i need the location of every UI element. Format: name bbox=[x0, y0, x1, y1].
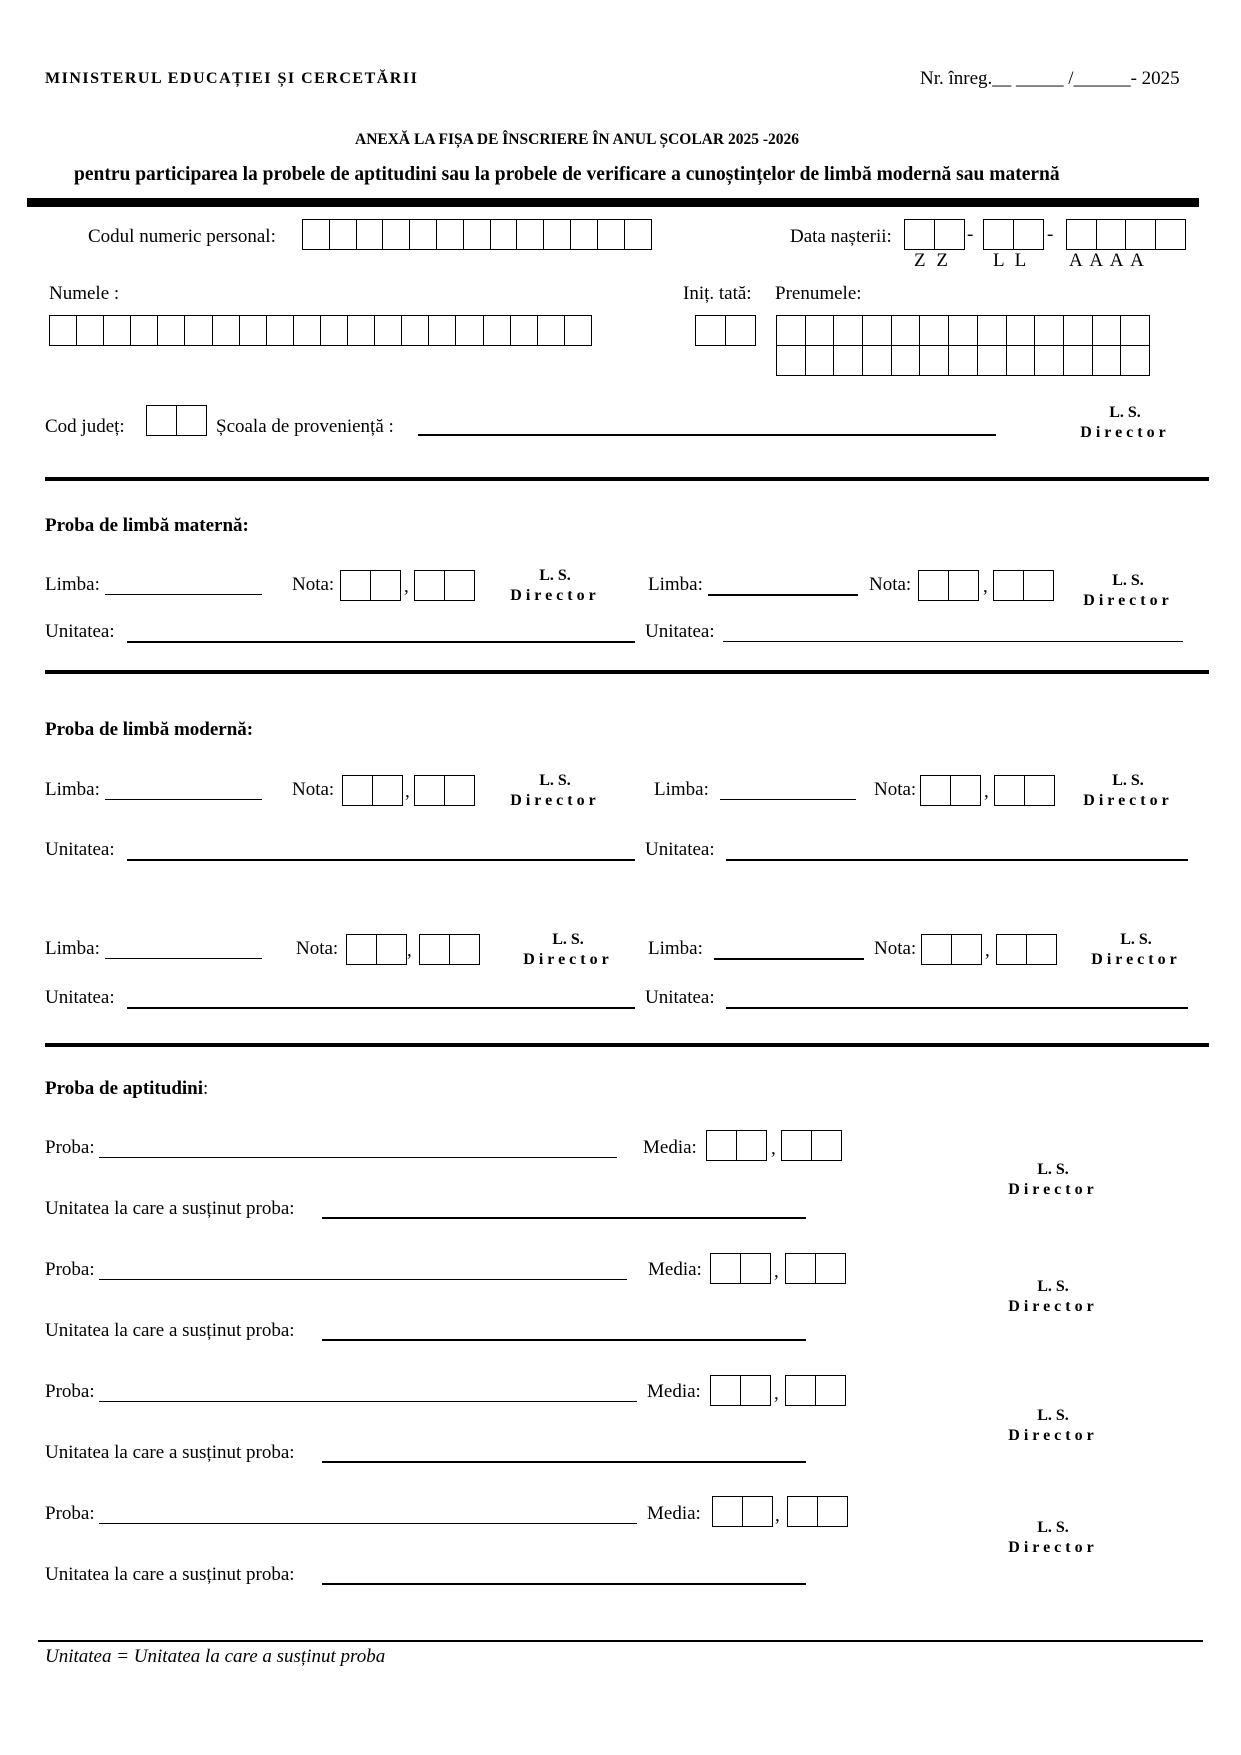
grade-box[interactable] bbox=[414, 570, 445, 601]
grade-label: Nota: bbox=[869, 574, 912, 595]
cnp-digit-box[interactable] bbox=[570, 219, 598, 250]
first-name-char-box[interactable] bbox=[1120, 315, 1150, 346]
language-field[interactable] bbox=[105, 958, 262, 959]
unit-field[interactable] bbox=[322, 1339, 806, 1341]
aptitude-title-colon: : bbox=[203, 1078, 209, 1099]
first-name-char-box[interactable] bbox=[1006, 315, 1036, 346]
date-separator: - bbox=[967, 224, 974, 245]
decimal-comma: , bbox=[771, 1138, 776, 1159]
school-field[interactable] bbox=[418, 434, 996, 436]
decimal-comma: , bbox=[985, 940, 990, 961]
unit-field[interactable] bbox=[723, 641, 1183, 642]
average-box[interactable] bbox=[712, 1496, 743, 1527]
cnp-digit-box[interactable] bbox=[624, 219, 652, 250]
cnp-digit-box[interactable] bbox=[302, 219, 330, 250]
average-box[interactable] bbox=[742, 1496, 773, 1527]
average-box[interactable] bbox=[736, 1130, 767, 1161]
language-field[interactable] bbox=[720, 799, 856, 800]
grade-box[interactable] bbox=[1023, 570, 1054, 601]
stamp-director bbox=[1081, 930, 1191, 970]
grade-box[interactable] bbox=[994, 775, 1025, 806]
test-label: Proba: bbox=[45, 1503, 95, 1524]
grade-integer-boxes[interactable] bbox=[342, 775, 403, 806]
grade-label: Nota: bbox=[292, 779, 335, 800]
average-box[interactable] bbox=[815, 1253, 846, 1284]
director-label: Director bbox=[1080, 424, 1170, 441]
section-divider bbox=[45, 477, 1209, 481]
average-box[interactable] bbox=[706, 1130, 737, 1161]
grade-decimal-boxes[interactable] bbox=[414, 775, 475, 806]
first-name-char-box[interactable] bbox=[977, 345, 1007, 376]
first-name-char-box[interactable] bbox=[862, 315, 892, 346]
average-integer-boxes[interactable] bbox=[710, 1253, 771, 1284]
grade-integer-boxes[interactable] bbox=[346, 934, 407, 965]
grade-integer-boxes[interactable] bbox=[921, 934, 982, 965]
director-label: Director bbox=[1008, 1539, 1098, 1556]
decimal-comma: , bbox=[983, 576, 988, 597]
birth-year-box[interactable] bbox=[1096, 219, 1127, 250]
birth-month-box[interactable] bbox=[1013, 219, 1044, 250]
last-name-char-box[interactable] bbox=[428, 315, 457, 346]
day-format-hint: Z Z bbox=[914, 250, 948, 271]
first-name-char-box[interactable] bbox=[1092, 315, 1122, 346]
average-box[interactable] bbox=[815, 1375, 846, 1406]
unit-field[interactable] bbox=[322, 1217, 806, 1219]
father-initial-boxes[interactable] bbox=[695, 315, 756, 346]
average-label: Media: bbox=[648, 1259, 702, 1280]
director-label: Director bbox=[510, 587, 600, 604]
unit-field[interactable] bbox=[322, 1583, 806, 1585]
last-name-char-box[interactable] bbox=[266, 315, 295, 346]
decimal-comma: , bbox=[775, 1505, 780, 1526]
language-label: Limba: bbox=[45, 779, 100, 800]
average-box[interactable] bbox=[740, 1253, 771, 1284]
director-label: Director bbox=[1008, 1427, 1098, 1444]
first-name-char-box[interactable] bbox=[948, 345, 978, 376]
cnp-digit-box[interactable] bbox=[436, 219, 464, 250]
last-name-char-box[interactable] bbox=[157, 315, 186, 346]
ls-label: L. S. bbox=[1037, 1161, 1069, 1178]
birth-year-box[interactable] bbox=[1066, 219, 1097, 250]
ls-label: L. S. bbox=[1109, 404, 1141, 421]
test-field[interactable] bbox=[99, 1401, 637, 1402]
last-name-char-box[interactable] bbox=[212, 315, 241, 346]
average-box[interactable] bbox=[710, 1375, 741, 1406]
last-name-boxes[interactable] bbox=[49, 315, 592, 346]
unit-label: Unitatea: bbox=[645, 839, 715, 860]
first-name-char-box[interactable] bbox=[805, 345, 835, 376]
grade-box[interactable] bbox=[444, 570, 475, 601]
stamp-director bbox=[1070, 403, 1180, 443]
cnp-digit-box[interactable] bbox=[463, 219, 491, 250]
first-name-char-box[interactable] bbox=[776, 345, 806, 376]
average-box[interactable] bbox=[811, 1130, 842, 1161]
last-name-char-box[interactable] bbox=[483, 315, 512, 346]
director-label: Director bbox=[1008, 1298, 1098, 1315]
ministry-name: MINISTERUL EDUCAȚIEI ȘI CERCETĂRII bbox=[45, 70, 419, 87]
first-name-row bbox=[776, 345, 1150, 376]
month-format-hint: L L bbox=[993, 250, 1027, 271]
director-label: Director bbox=[523, 951, 613, 968]
average-integer-boxes[interactable] bbox=[712, 1496, 773, 1527]
footnote: Unitatea = Unitatea la care a susținut proba bbox=[45, 1646, 386, 1667]
section-divider bbox=[45, 670, 1209, 674]
unit-label: Unitatea: bbox=[645, 621, 715, 642]
unit-field[interactable] bbox=[127, 641, 635, 643]
test-field[interactable] bbox=[99, 1157, 617, 1158]
cnp-digit-box[interactable] bbox=[543, 219, 571, 250]
first-name-char-box[interactable] bbox=[891, 315, 921, 346]
annex-title: ANEXĂ LA FIȘA DE ÎNSCRIERE ÎN ANUL ȘCOLAR 2025 -2026 bbox=[355, 131, 799, 148]
unit-label: Unitatea la care a susținut proba: bbox=[45, 1198, 295, 1219]
county-code-label: Cod județ: bbox=[45, 416, 125, 437]
average-label: Media: bbox=[643, 1137, 697, 1158]
first-name-char-box[interactable] bbox=[833, 315, 863, 346]
grade-decimal-boxes[interactable] bbox=[994, 775, 1055, 806]
grade-box[interactable] bbox=[370, 570, 401, 601]
first-name-char-box[interactable] bbox=[1120, 345, 1150, 376]
grade-box[interactable] bbox=[346, 934, 377, 965]
ls-label: L. S. bbox=[539, 567, 571, 584]
last-name-char-box[interactable] bbox=[293, 315, 322, 346]
last-name-char-box[interactable] bbox=[537, 315, 566, 346]
birth-day-boxes[interactable] bbox=[904, 219, 965, 250]
stamp-director bbox=[998, 1160, 1108, 1200]
decimal-comma: , bbox=[774, 1383, 779, 1404]
ls-label: L. S. bbox=[1037, 1278, 1069, 1295]
first-name-boxes[interactable] bbox=[776, 315, 1150, 376]
language-field[interactable] bbox=[714, 958, 864, 960]
last-name-char-box[interactable] bbox=[320, 315, 349, 346]
cnp-digit-box[interactable] bbox=[382, 219, 410, 250]
grade-decimal-boxes[interactable] bbox=[993, 570, 1054, 601]
birth-year-box[interactable] bbox=[1155, 219, 1186, 250]
average-label: Media: bbox=[647, 1381, 701, 1402]
grade-label: Nota: bbox=[296, 938, 339, 959]
father-initial-box[interactable] bbox=[725, 315, 756, 346]
average-box[interactable] bbox=[785, 1253, 816, 1284]
stamp-director bbox=[998, 1406, 1108, 1446]
grade-box[interactable] bbox=[414, 775, 445, 806]
first-name-char-box[interactable] bbox=[1034, 315, 1064, 346]
grade-box[interactable] bbox=[921, 934, 952, 965]
birth-day-box[interactable] bbox=[904, 219, 935, 250]
unit-label: Unitatea: bbox=[45, 621, 115, 642]
modern-language-title: Proba de limbă modernă: bbox=[45, 719, 254, 740]
last-name-char-box[interactable] bbox=[184, 315, 213, 346]
director-label: Director bbox=[510, 792, 600, 809]
grade-box[interactable] bbox=[951, 934, 982, 965]
ls-label: L. S. bbox=[1037, 1407, 1069, 1424]
section-divider bbox=[45, 1043, 1209, 1047]
language-label: Limba: bbox=[648, 938, 703, 959]
county-code-box[interactable] bbox=[146, 405, 177, 436]
stamp-director bbox=[998, 1518, 1108, 1558]
grade-box[interactable] bbox=[372, 775, 403, 806]
stamp-director bbox=[1073, 571, 1183, 611]
first-name-char-box[interactable] bbox=[1034, 345, 1064, 376]
form-subtitle: pentru participarea la probele de aptitudini sau la probele de verificare a cunoștințelor de limbă modernă sau maternă bbox=[74, 164, 1060, 185]
average-decimal-boxes[interactable] bbox=[781, 1130, 842, 1161]
grade-integer-boxes[interactable] bbox=[918, 570, 979, 601]
cnp-label: Codul numeric personal: bbox=[88, 226, 276, 247]
grade-decimal-boxes[interactable] bbox=[419, 934, 480, 965]
first-name-char-box[interactable] bbox=[776, 315, 806, 346]
grade-label: Nota: bbox=[874, 938, 917, 959]
average-decimal-boxes[interactable] bbox=[787, 1496, 848, 1527]
last-name-char-box[interactable] bbox=[239, 315, 268, 346]
ls-label: L. S. bbox=[552, 931, 584, 948]
mother-tongue-title: Proba de limbă maternă: bbox=[45, 515, 249, 536]
last-name-char-box[interactable] bbox=[130, 315, 159, 346]
birth-year-box[interactable] bbox=[1125, 219, 1156, 250]
first-name-char-box[interactable] bbox=[1006, 345, 1036, 376]
ls-label: L. S. bbox=[1120, 931, 1152, 948]
aptitude-title bbox=[45, 1078, 208, 1100]
ls-label: L. S. bbox=[1112, 572, 1144, 589]
birth-day-box[interactable] bbox=[934, 219, 965, 250]
grade-integer-boxes[interactable] bbox=[340, 570, 401, 601]
test-field[interactable] bbox=[99, 1279, 627, 1280]
father-initial-label: Iniț. tată: bbox=[683, 283, 752, 304]
stamp-director bbox=[500, 771, 610, 811]
grade-box[interactable] bbox=[920, 775, 951, 806]
year-format-hint: A A A A bbox=[1069, 250, 1144, 271]
last-name-label: Numele : bbox=[49, 283, 120, 304]
birth-month-box[interactable] bbox=[983, 219, 1014, 250]
first-name-char-box[interactable] bbox=[833, 345, 863, 376]
cnp-digit-box[interactable] bbox=[409, 219, 437, 250]
average-box[interactable] bbox=[787, 1496, 818, 1527]
unit-label: Unitatea: bbox=[645, 987, 715, 1008]
cnp-digit-box[interactable] bbox=[516, 219, 544, 250]
county-code-boxes[interactable] bbox=[146, 405, 207, 436]
decimal-comma: , bbox=[774, 1261, 779, 1282]
father-initial-box[interactable] bbox=[695, 315, 726, 346]
birth-month-boxes[interactable] bbox=[983, 219, 1044, 250]
unit-field[interactable] bbox=[322, 1461, 806, 1463]
grade-box[interactable] bbox=[342, 775, 373, 806]
last-name-char-box[interactable] bbox=[401, 315, 430, 346]
first-name-char-box[interactable] bbox=[919, 315, 949, 346]
grade-box[interactable] bbox=[950, 775, 981, 806]
language-field[interactable] bbox=[105, 594, 262, 595]
director-label: Director bbox=[1008, 1181, 1098, 1198]
decimal-comma: , bbox=[984, 781, 989, 802]
header-divider bbox=[27, 198, 1199, 207]
average-decimal-boxes[interactable] bbox=[785, 1375, 846, 1406]
grade-box[interactable] bbox=[918, 570, 949, 601]
grade-integer-boxes[interactable] bbox=[920, 775, 981, 806]
ls-label: L. S. bbox=[1112, 772, 1144, 789]
unit-field[interactable] bbox=[127, 859, 635, 861]
footnote-divider bbox=[38, 1640, 1203, 1642]
average-box[interactable] bbox=[785, 1375, 816, 1406]
cnp-boxes[interactable] bbox=[302, 219, 652, 250]
ls-label: L. S. bbox=[539, 772, 571, 789]
stamp-director bbox=[1073, 771, 1183, 811]
first-name-char-box[interactable] bbox=[1063, 315, 1093, 346]
unit-label: Unitatea: bbox=[45, 987, 115, 1008]
grade-box[interactable] bbox=[1024, 775, 1055, 806]
language-label: Limba: bbox=[654, 779, 709, 800]
unit-field[interactable] bbox=[726, 1007, 1188, 1009]
average-decimal-boxes[interactable] bbox=[785, 1253, 846, 1284]
average-box[interactable] bbox=[710, 1253, 741, 1284]
grade-decimal-boxes[interactable] bbox=[996, 934, 1057, 965]
language-label: Limba: bbox=[648, 574, 703, 595]
aptitude-title-text: Proba de aptitudini bbox=[45, 1078, 204, 1099]
cnp-digit-box[interactable] bbox=[356, 219, 384, 250]
test-label: Proba: bbox=[45, 1259, 95, 1280]
test-field[interactable] bbox=[99, 1523, 637, 1524]
last-name-char-box[interactable] bbox=[76, 315, 105, 346]
test-label: Proba: bbox=[45, 1137, 95, 1158]
decimal-comma: , bbox=[404, 576, 409, 597]
average-integer-boxes[interactable] bbox=[706, 1130, 767, 1161]
decimal-comma: , bbox=[405, 781, 410, 802]
cnp-digit-box[interactable] bbox=[490, 219, 518, 250]
first-name-char-box[interactable] bbox=[948, 315, 978, 346]
grade-label: Nota: bbox=[874, 779, 917, 800]
unit-label: Unitatea: bbox=[45, 839, 115, 860]
unit-label: Unitatea la care a susținut proba: bbox=[45, 1442, 295, 1463]
stamp-director bbox=[513, 930, 623, 970]
last-name-char-box[interactable] bbox=[347, 315, 376, 346]
last-name-char-box[interactable] bbox=[455, 315, 484, 346]
cnp-digit-box[interactable] bbox=[329, 219, 357, 250]
grade-box[interactable] bbox=[419, 934, 450, 965]
first-name-char-box[interactable] bbox=[891, 345, 921, 376]
stamp-director bbox=[998, 1277, 1108, 1317]
language-field[interactable] bbox=[708, 594, 858, 596]
first-name-char-box[interactable] bbox=[862, 345, 892, 376]
unit-label: Unitatea la care a susținut proba: bbox=[45, 1564, 295, 1585]
grade-box[interactable] bbox=[1026, 934, 1057, 965]
first-name-char-box[interactable] bbox=[805, 315, 835, 346]
first-name-char-box[interactable] bbox=[977, 315, 1007, 346]
birth-year-boxes[interactable] bbox=[1066, 219, 1186, 250]
unit-field[interactable] bbox=[726, 859, 1188, 861]
last-name-char-box[interactable] bbox=[49, 315, 78, 346]
grade-box[interactable] bbox=[340, 570, 371, 601]
language-label: Limba: bbox=[45, 938, 100, 959]
grade-box[interactable] bbox=[996, 934, 1027, 965]
cnp-digit-box[interactable] bbox=[597, 219, 625, 250]
first-name-char-box[interactable] bbox=[1063, 345, 1093, 376]
last-name-char-box[interactable] bbox=[564, 315, 593, 346]
ls-label: L. S. bbox=[1037, 1519, 1069, 1536]
average-box[interactable] bbox=[817, 1496, 848, 1527]
unit-label: Unitatea la care a susținut proba: bbox=[45, 1320, 295, 1341]
first-name-label: Prenumele: bbox=[775, 283, 862, 304]
grade-box[interactable] bbox=[948, 570, 979, 601]
director-label: Director bbox=[1083, 592, 1173, 609]
first-name-row bbox=[776, 315, 1150, 346]
grade-box[interactable] bbox=[449, 934, 480, 965]
average-integer-boxes[interactable] bbox=[710, 1375, 771, 1406]
last-name-char-box[interactable] bbox=[103, 315, 132, 346]
test-label: Proba: bbox=[45, 1381, 95, 1402]
average-box[interactable] bbox=[740, 1375, 771, 1406]
stamp-director bbox=[500, 566, 610, 606]
school-label: Școala de proveniență : bbox=[216, 416, 394, 437]
first-name-char-box[interactable] bbox=[919, 345, 949, 376]
average-box[interactable] bbox=[781, 1130, 812, 1161]
first-name-char-box[interactable] bbox=[1092, 345, 1122, 376]
last-name-char-box[interactable] bbox=[510, 315, 539, 346]
director-label: Director bbox=[1091, 951, 1181, 968]
language-label: Limba: bbox=[45, 574, 100, 595]
grade-decimal-boxes[interactable] bbox=[414, 570, 475, 601]
decimal-comma: , bbox=[407, 940, 412, 961]
date-separator: - bbox=[1047, 224, 1054, 245]
birth-date-label: Data nașterii: bbox=[790, 226, 892, 247]
last-name-char-box[interactable] bbox=[374, 315, 403, 346]
grade-box[interactable] bbox=[993, 570, 1024, 601]
grade-box[interactable] bbox=[444, 775, 475, 806]
grade-box[interactable] bbox=[376, 934, 407, 965]
registration-number[interactable]: Nr. înreg.__ _____ /______- 2025 bbox=[920, 68, 1180, 89]
director-label: Director bbox=[1083, 792, 1173, 809]
language-field[interactable] bbox=[105, 799, 262, 800]
grade-label: Nota: bbox=[292, 574, 335, 595]
unit-field[interactable] bbox=[127, 1007, 635, 1009]
average-label: Media: bbox=[647, 1503, 701, 1524]
county-code-box[interactable] bbox=[176, 405, 207, 436]
